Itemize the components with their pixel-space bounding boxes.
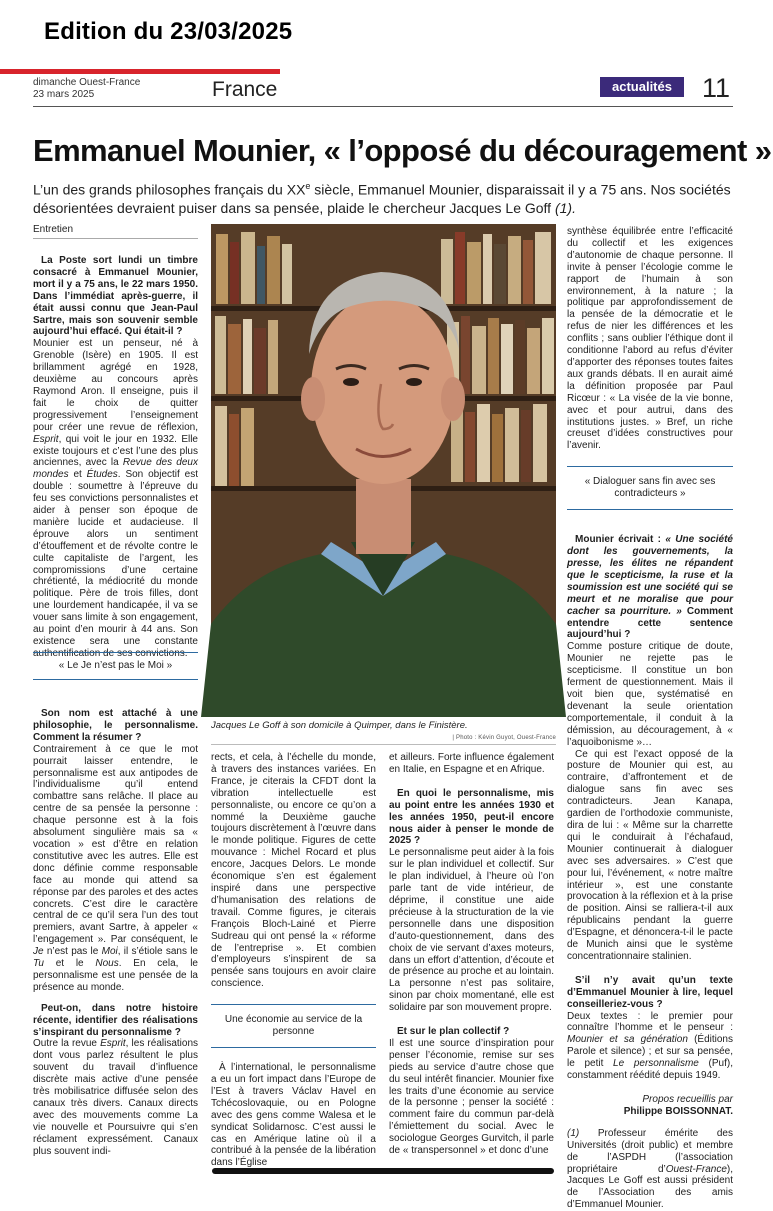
portrait-photo: [211, 224, 556, 717]
portrait-illustration: [211, 224, 556, 717]
edition-bar: [0, 0, 773, 68]
col4-paragraph-1: synthèse équilibrée entre l’efficacité du collectif et les exigences d’autonomie de chaque personne. Il invite à penser l’écologie comme le rapport de l’humain à son environnement, à la nature ; la politique par approfondissement de la pensée de la démocratie et le refus de nier les différences et les conflits ; sans oublier l’éthique dont il conditionne l’abord au refus d’éviter d’apporter des réponses toutes faites aux grands débats. Il en aurait aimé la définition proposée par Paul Ricœur : « La visée de la vie bonne, avec et pour autrui, dans des institutions justes. » Bref, un riche creuset d’idées constructives pour l’avenir.: [567, 226, 733, 452]
pullquote-dialoguer: « Dialoguer sans fin avec ses contradicteurs »: [567, 466, 733, 510]
column-1-upper: [33, 255, 198, 660]
signature-name: Philippe BOISSONNAT.: [623, 1105, 733, 1117]
answer-5: Il est une source d’inspiration pour penser l’économie, remise sur ses pieds au service d’autre chose que du seul intérêt financier. Mounier fixe les traits d’une économie au service de la personne ; penser la société : comment faire du commun par-delà l’émiettement du social. Avec le sociologue Georges Gurvitch, il parle de « transpersonnel » et donc d’une: [389, 1037, 554, 1157]
answer-6-p2: Ce qui est l’exact opposé de la posture de Mounier qui est, au contraire, d’affrontement et de dialogue sans fin avec ses contradicteurs. Jean Kanapa, gardien de l’orthodoxie communiste, dira de lui : « Même sur la charrette qui le conduirait à l’échafaud, Mounier continuerait à dialoguer avec ses adversaires. » C’est que pour lui, l’événement, « notre maître intérieur », est une constante provocation à la réflexion et à la prise de position. Ainsi se ralliera-t-il aux républicains pendant la guerre d’Espagne, et dénoncera-t-il le pacte de Munich ainsi que le système concentrationnaire stalinien.: [567, 748, 733, 962]
question-3: Peut-on, dans notre histoire récente, identifier des réalisations s’inspirant du personnalisme ?: [33, 1002, 198, 1038]
answer-4: Le personnalisme peut aider à la fois sur le plan individuel et collectif. Sur le plan individuel, à l’heure où l’on parle tant de vide intérieur, de déprime, il constitue une aide précieuse à la structuration de la vie personnelle dans une disposition d’auto-questionnement, dans des choix de vie servant d’axes moteurs, dans un effort d’attention, d’écoute et de présence au proche et au lointain. La personne n’est pas solitaire, sinon par choix momentané, elle est solidaire par son mouvement propre.: [389, 847, 554, 1014]
edition-title: Edition du 23/03/2025: [44, 18, 293, 45]
question-2: Son nom est attaché à une philosophie, le personnalisme. Comment la résumer ?: [33, 708, 198, 743]
answer-7: Deux textes : le premier pour connaître l’homme et le penseur : Mounier et sa génération (Éditions Parole et silence) ; et sur sa pensée, le petit Le personnalisme (Puf), constamment réédité depuis 1949.: [567, 1010, 733, 1082]
signature-line: Propos recueillis par: [642, 1094, 733, 1105]
pullquote-je-moi: « Le Je n’est pas le Moi »: [33, 652, 198, 680]
column-4: [567, 226, 733, 1211]
page-header-meta: [33, 77, 140, 101]
caption-divider: [211, 744, 556, 745]
page-number: 11: [702, 73, 731, 103]
col2-paragraph-2: À l’international, le personnalisme a eu un fort impact dans l’Europe de l’Est à travers Václav Havel en Tchécoslovaquie, ou en Pologne avec des gens comme Walesa et le syndicat Solidarnosc. C’est aussi le cas en Amérique latine où il a contribué à la pensée de la libération dans l’Église: [211, 1062, 376, 1169]
photo-credit: | Photo : Kévin Guyot, Ouest-France: [452, 735, 556, 741]
publication-name: dimanche Ouest-France: [33, 77, 141, 88]
footnote: (1) Professeur émérite des Universités (droit public) et membre de l’ASPDH (l’association propriétaire d’Ouest-France), Jacques Le Goff est aussi président de l’Association des amis d’Emmanuel Mounier.: [567, 1127, 733, 1211]
signature: [567, 1094, 733, 1118]
section-badge: actualités: [600, 77, 684, 97]
home-indicator[interactable]: [212, 1168, 554, 1174]
deck-note: (1).: [551, 199, 576, 216]
column-3: [389, 752, 554, 1157]
question-6: Mounier écrivait : « Une société dont les gouvernements, la presse, les élites ne répandent que le scepticisme, la ruse et la soumission est une société qui se meurt et ne moralise que pour cacher sa pourriture. » Comment entendre cette sentence aujourd’hui ?: [567, 534, 733, 641]
column-2: [211, 752, 376, 1169]
deck-part1: L’un des grands philosophes français du XX: [33, 181, 306, 198]
headline: Emmanuel Mounier, « l’opposé du découragement »: [33, 133, 772, 168]
answer-2: Contrairement à ce que le mot pourrait laisser entendre, le personnalisme est aux antipodes de l’individualisme qu’il entend combattre sans relâche. Il place au centre de sa pensée la personne : chaque personne est à la fois absolument singulière mais sa « vocation » est d’être en relation constitutive avec les autres. Elle est donc définie comme responsable face au monde qui attend sa réponse par des paroles et des actes concrets. C’est dire le caractère central de ce qu’il sera l’un des tout premiers, avant Sartre, à appeler « l’engagement ». Par conséquent, le Je n’est pas le Moi, il s’étiole sans le Tu et le Nous. En cela, le personnalisme est une pensée de la présence au monde.: [33, 743, 198, 993]
article-tag: Entretien: [33, 224, 198, 239]
publication-date: 23 mars 2025: [33, 89, 95, 100]
question-5: Et sur le plan collectif ?: [397, 1026, 510, 1038]
question-4: En quoi le personnalisme, mis au point entre les années 1930 et les années 1950, peut-il encore nous aider à penser le monde de 2025 ?: [389, 787, 554, 847]
question-1: La Poste sort lundi un timbre consacré à Emmanuel Mounier, mort il y a 75 ans, le 22 mars 1950. Dans l’immédiat après-guerre, il était aussi connu que Jean-Paul Sartre, mais son souvenir semble aujourd’hui effacé. Qui était-il ?: [33, 255, 198, 338]
deck-part2: siècle, Emmanuel Mounier, disparaissait il y a 75 ans. Nos sociétés désorientées devraient puiser dans sa pensée, plaide le chercheur Jacques Le Goff: [33, 181, 731, 216]
answer-3: Outre la revue Esprit, les réalisations dont vous parlez résultent le plus souvent du travail d’influence discrète mais active d’une pensée très mobilisatrice diffusée selon des canaux très divers. Canaux directs avec des mouvements comme La vie nouvelle et Poursuivre qui s’en réclament expressément. Canaux plus souvent indi-: [33, 1038, 199, 1157]
pullquote-economie: Une économie au service de la personne: [211, 1004, 376, 1048]
column-1-lower: [33, 708, 198, 1158]
section-title: France: [212, 78, 278, 101]
answer-6-p1: Comme posture critique de doute, Mounier ne rejette pas le scepticisme. Il constitue un bon ferment de questionnement. Mais il voit bien que, systématisé en devenant la seule orientation comportementale, il conduit à la démission, au découragement, à « l’aquoibonisme »…: [567, 641, 733, 748]
answer-1: Mounier est un penseur, né à Grenoble (Isère) en 1905. Il est brillamment agrégé en 1928, deuxième au concours après Raymond Aron. Il enseigne, puis il fait le choix de quitter progressivement l’enseignement pour créer une revue de réflexion, Esprit, qui voit le jour en 1932. Elle existe toujours et c’est l’une des plus anciennes, avec la Revue des deux mondes et Études. Son objectif est double : soumettre à l’épreuve du feu ses convictions personnalistes et aider à penser son époque de manière lucide et audacieuse. Il éprouve alors un sentiment d’étouffement et de révolte contre le culte capitaliste de l’argent, les compromissions d’une certaine chrétienté, la médiocrité du monde politique. Père de trois filles, dont une lourdement handicapée, il va se vouer sans limite à son engagement, au point d’en mourir à 44 ans. Son existence sera une constante authentification de ses convictions.: [33, 338, 198, 659]
header-divider: [33, 106, 733, 107]
red-rule: [0, 69, 280, 74]
deck-sup: e: [305, 181, 311, 191]
photo-caption: Jacques Le Goff à son domicile à Quimper, dans le Finistère.: [211, 720, 468, 731]
question-7: S’il n’y avait qu’un texte d’Emmanuel Mounier à lire, lequel conseilleriez-vous ?: [567, 974, 733, 1010]
deck: [33, 177, 738, 217]
col2-paragraph-1: rects, et cela, à l’échelle du monde, à travers des instances variées. En France, je citerais la CFDT dont la vibration intellectuelle est personnaliste, ou encore ce qu’on a nommé la Deuxième gauche toujours discrètement à l’œuvre dans le monde politique. Figures de cette mouvance : Michel Rocard et plus encore, Jacques Delors. Le monde économique s’en est également inspiré dans une perspective d’humanisation des relations de travail. Comme figures, je citerais François Bloch-Lainé et Pierre Sudreau qui ont pensé la « réforme de l’entreprise ». Et combien d’employeurs s’inspirent de sa pensée sans toujours en avoir claire conscience.: [211, 752, 376, 990]
col3-paragraph-1: et ailleurs. Forte influence également en Italie, en Espagne et en Afrique.: [389, 752, 554, 775]
